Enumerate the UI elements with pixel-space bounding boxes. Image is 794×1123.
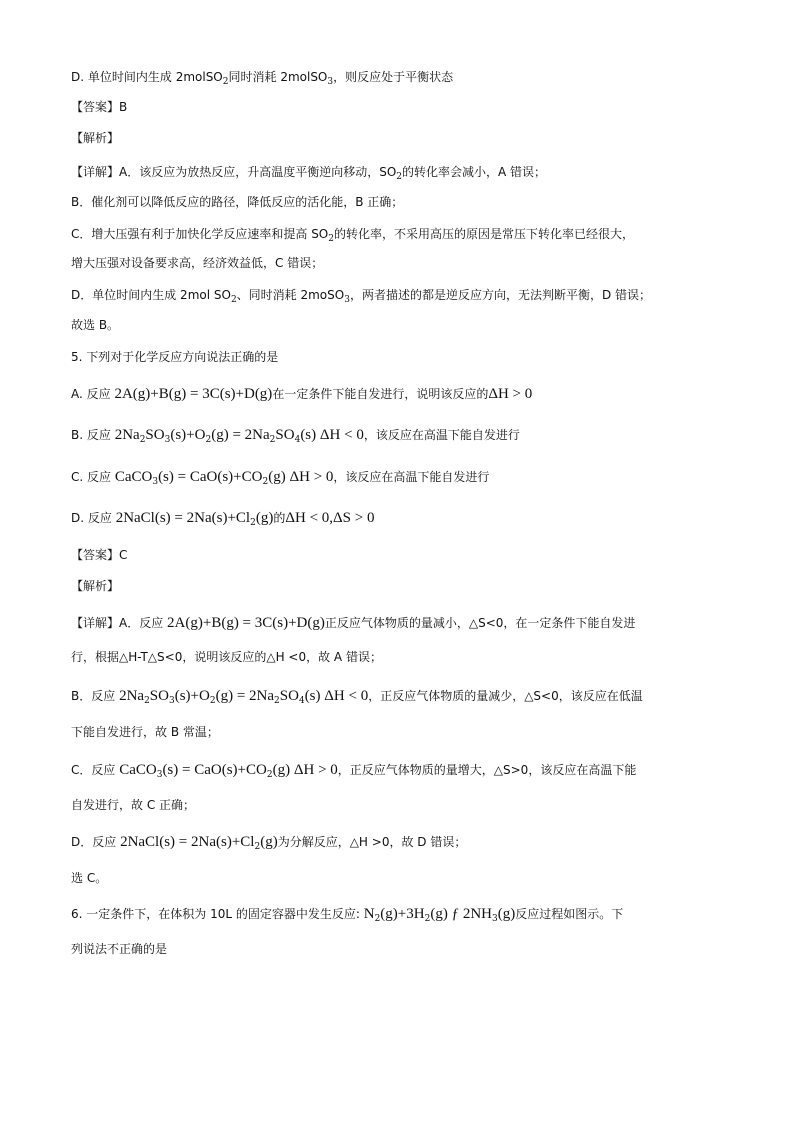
text-run: 2molSO <box>175 70 223 84</box>
text-run: 在一定条件下能自发进行，说明该反应的 <box>272 387 489 401</box>
text-run: 【答案】 <box>71 100 120 114</box>
text-run: 同时消耗 <box>228 70 281 84</box>
formula-text: CaCO <box>119 762 157 778</box>
text-run: C．增大压强有利于加快化学反应速率和提高 SO <box>71 227 329 241</box>
q5-option-a <box>71 384 734 404</box>
text-run: 5. 下列对于化学反应方向说法正确的是 <box>71 350 279 364</box>
text-run: 6. 一定条件下，在体积为 10L 的固定容器中发生反应: <box>71 907 364 921</box>
text-run: 【解析】 <box>71 579 120 593</box>
text-run: C. 反应 <box>71 470 115 484</box>
text-run: 选 C。 <box>71 871 108 885</box>
formula-text: (s) ΔH < 0 <box>300 427 364 443</box>
q6-stem-line2 <box>71 939 734 959</box>
text-run: B. 反应 <box>71 428 115 442</box>
q4-conclusion <box>71 315 734 335</box>
q4-detail-d <box>71 285 734 305</box>
text-run: 正反应气体物质的量减小，△S<0，在一定条件下能自发进 <box>324 616 636 630</box>
subscript: 2 <box>274 696 280 706</box>
subscript: 3 <box>168 696 175 706</box>
subscript: 3 <box>152 477 159 487</box>
q5-detail-d <box>71 832 734 852</box>
q5-option-c <box>71 467 734 487</box>
subscript: 2 <box>254 842 261 852</box>
text-run: ，正反应气体物质的量减少，△S<0，该反应在低温 <box>368 689 643 703</box>
subscript: 3 <box>491 914 498 924</box>
q5-stem <box>71 347 734 367</box>
text-run: D．反应 <box>71 835 121 849</box>
text-run: 【详解】A．该反应为放热反应，升高温度平衡逆向移动，SO <box>71 165 397 179</box>
formula-text: (g) ΔH > 0 <box>268 469 334 485</box>
text-run: 行，根据△H-T△S<0，说明该反应的△H <0，故 A 错误； <box>71 650 382 664</box>
formula-text: 2Na <box>119 688 145 704</box>
formula-text: (g) ΔH > 0 <box>272 762 338 778</box>
text-run: B <box>119 100 128 114</box>
text-run: 反应过程如图示。下 <box>515 907 624 921</box>
q4-option-d <box>71 67 734 87</box>
q5-option-d <box>71 508 734 528</box>
formula-text: (s) = CaO(s)+CO <box>158 469 263 485</box>
text-run: 【解析】 <box>71 131 120 145</box>
q5-detail-b-line1 <box>71 686 734 706</box>
subscript: 2 <box>144 696 150 706</box>
text-run: ，两者描述的都是逆反应方向，无法判断平衡，D 错误； <box>349 288 652 302</box>
q5-answer <box>71 545 734 565</box>
formula-text: N <box>363 906 375 922</box>
text-run: A. 反应 <box>71 387 115 401</box>
text-run: ，该反应在高温下能自发进行 <box>333 470 490 484</box>
q5-detail-a-line2 <box>71 647 734 667</box>
text-run: 故选 B。 <box>71 318 120 332</box>
formula-text: SO <box>145 427 165 443</box>
subscript: 2 <box>209 696 216 706</box>
formula-text: SO <box>279 688 299 704</box>
formula-text: ΔH > 0 <box>488 386 533 402</box>
formula-text: (s) ΔH < 0 <box>304 688 369 704</box>
subscript: 3 <box>164 435 171 445</box>
text-run: 2molSO <box>280 70 328 84</box>
subscript: 2 <box>205 435 212 445</box>
subscript: 2 <box>266 770 273 780</box>
subscript: 2 <box>328 234 334 244</box>
q4-answer <box>71 97 734 117</box>
subscript: 4 <box>294 435 301 445</box>
formula-text: (s)+O <box>170 427 206 443</box>
subscript: 2 <box>424 914 431 924</box>
text-run: 增大压强对设备要求高，经济效益低，C 错误； <box>71 256 324 270</box>
formula-text: (g)+3H <box>380 906 425 922</box>
q5-detail-c-line1 <box>71 760 734 780</box>
formula-text: (g) <box>260 834 278 850</box>
q4-detail-a <box>71 162 734 182</box>
formula-text: (g) <box>255 510 274 526</box>
formula-text: (s)+O <box>174 688 210 704</box>
formula-text: (g) ƒ 2NH <box>430 906 492 922</box>
subscript: 2 <box>250 518 256 528</box>
subscript: 2 <box>396 172 403 182</box>
text-run: B．反应 <box>71 689 120 703</box>
q6-stem-line1 <box>71 904 734 924</box>
text-run: 的转化率会减小，A 错误； <box>402 165 547 179</box>
q5-conclusion <box>71 868 734 888</box>
q4-detail-c-line2 <box>71 253 734 273</box>
text-run: D. 反应 <box>71 511 116 525</box>
formula-text: 2A(g)+B(g) = 3C(s)+D(g) <box>114 386 273 402</box>
formula-text: SO <box>149 688 169 704</box>
subscript: 2 <box>222 77 229 87</box>
subscript: 3 <box>156 770 163 780</box>
text-run: 的 <box>273 511 286 525</box>
text-run: ，则反应处于平衡状态 <box>333 70 454 84</box>
formula-text: (g) = 2Na <box>215 688 275 704</box>
formula-text: ΔH < 0,ΔS > 0 <box>285 510 375 526</box>
text-run: 【答案】 <box>71 548 120 562</box>
subscript: 2 <box>269 435 276 445</box>
subscript: 2 <box>139 435 146 445</box>
subscript: 2 <box>262 477 269 487</box>
text-run: B．催化剂可以降低反应的路径，降低反应的活化能，B 正确； <box>71 195 404 209</box>
subscript: 3 <box>344 295 350 305</box>
text-run: 为分解反应，△H >0，故 D 错误； <box>277 835 467 849</box>
text-run: 下能自发进行，故 B 常温； <box>71 725 219 739</box>
formula-text: 2A(g)+B(g) = 3C(s)+D(g) <box>167 615 325 631</box>
q5-detail-a-line1 <box>71 613 734 633</box>
q5-analysis-heading <box>71 576 734 596</box>
text-run: 列说法不正确的是 <box>71 942 168 956</box>
text-run: ，正反应气体物质的量增大，△S>0，该反应在高温下能 <box>337 763 637 777</box>
text-run: ，该反应在高温下能自发进行 <box>363 428 520 442</box>
formula-text: CaCO <box>114 469 153 485</box>
q5-detail-c-line2 <box>71 795 734 815</box>
text-run: 【详解】A．反应 <box>71 616 168 630</box>
subscript: 2 <box>374 914 381 924</box>
formula-text: (g) <box>497 906 516 922</box>
text-run: C <box>119 548 128 562</box>
formula-text: SO <box>275 427 295 443</box>
text-run: C．反应 <box>71 763 120 777</box>
formula-text: 2NaCl(s) = 2Na(s)+Cl <box>115 510 251 526</box>
text-run: D．单位时间内生成 2mol SO <box>71 288 231 302</box>
q4-analysis-heading <box>71 128 734 148</box>
subscript: 2 <box>230 295 237 305</box>
text-run: 的转化率，不采用高压的原因是常压下转化率已经很大， <box>334 227 635 241</box>
q5-detail-b-line2 <box>71 722 734 742</box>
subscript: 4 <box>298 696 305 706</box>
formula-text: 2NaCl(s) = 2Na(s)+Cl <box>120 834 255 850</box>
formula-text: (g) = 2Na <box>211 427 270 443</box>
q4-detail-c-line1 <box>71 224 734 244</box>
text-run: 、同时消耗 2moSO <box>236 288 345 302</box>
formula-text: (s) = CaO(s)+CO <box>162 762 267 778</box>
subscript: 3 <box>327 77 334 87</box>
text-run: D. 单位时间内生成 <box>71 70 176 84</box>
formula-text: 2Na <box>114 427 140 443</box>
text-run: 自发进行，故 C 正确； <box>71 798 196 812</box>
q5-option-b <box>71 425 734 445</box>
q4-detail-b <box>71 192 734 212</box>
